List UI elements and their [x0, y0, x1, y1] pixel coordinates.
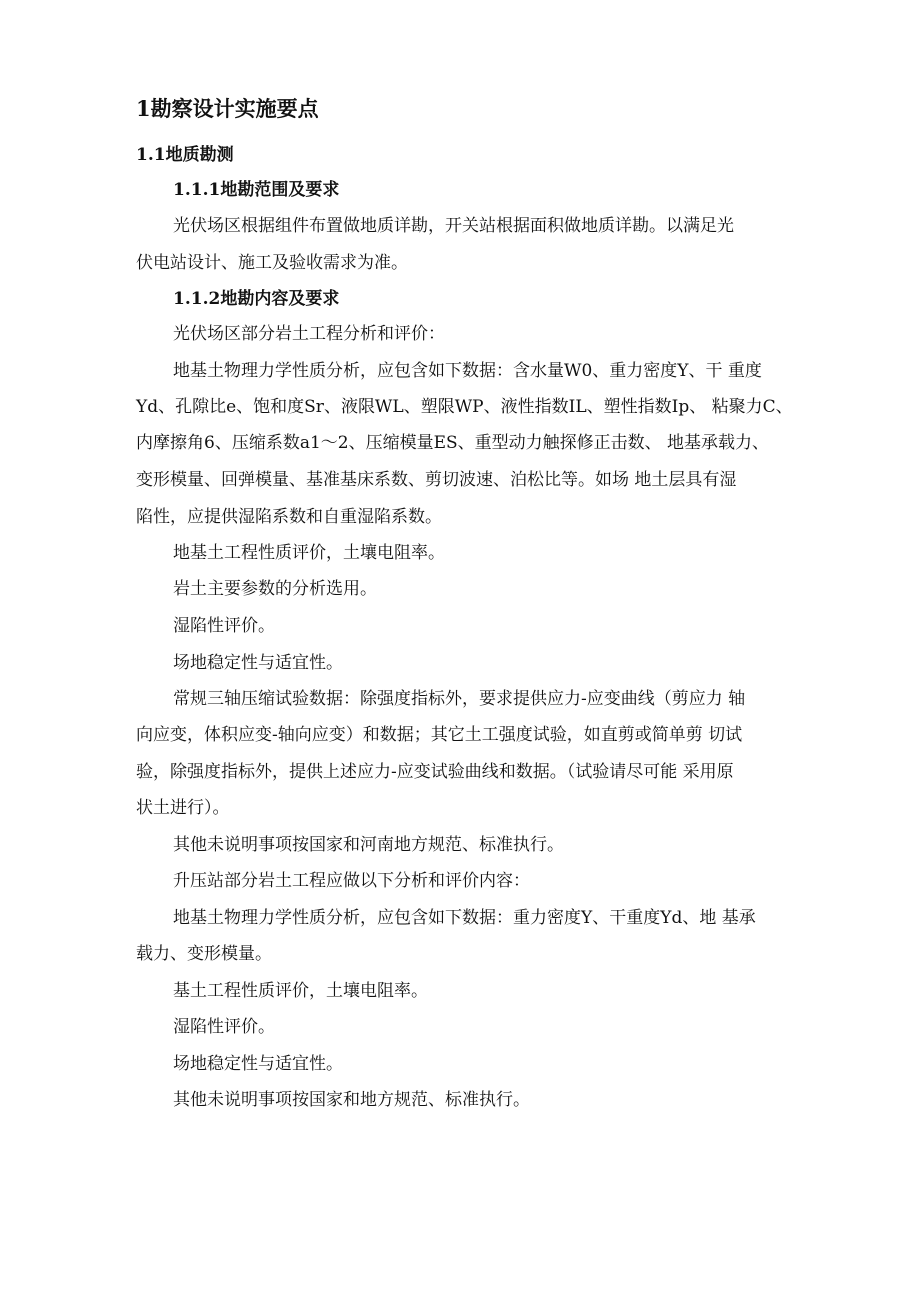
document-title: 1勘察设计实施要点 [136, 96, 319, 121]
paragraph-line: 变形模量、回弹模量、基准基床系数、剪切波速、泊松比等。如场 地土层具有湿 [136, 470, 737, 490]
subsection-heading-1-1-2: 1.1.2地勘内容及要求 [173, 289, 340, 309]
paragraph-line: 陷性，应提供湿陷系数和自重湿陷系数。 [136, 507, 442, 527]
paragraph-line: 湿陷性评价。 [173, 616, 275, 636]
paragraph-line: 伏电站设计、施工及验收需求为准。 [136, 253, 408, 273]
paragraph-line: 地基土物理力学性质分析，应包含如下数据：含水量W0、重力密度Y、干 重度 [173, 361, 762, 381]
paragraph-line: 湿陷性评价。 [173, 1017, 275, 1037]
paragraph-line: 场地稳定性与适宜性。 [173, 653, 343, 673]
paragraph-line: 验，除强度指标外，提供上述应力-应变试验曲线和数据。（试验请尽可能 采用原 [136, 762, 734, 782]
subsection-heading-1-1-1: 1.1.1地勘范围及要求 [173, 180, 340, 200]
paragraph-line: 其他未说明事项按国家和河南地方规范、标准执行。 [173, 835, 564, 855]
paragraph-line: 载力、变形模量。 [136, 944, 272, 964]
paragraph-line: 常规三轴压缩试验数据：除强度指标外，要求提供应力-应变曲线（剪应力 轴 [173, 689, 746, 709]
paragraph-line: 升压站部分岩土工程应做以下分析和评价内容： [173, 871, 530, 891]
paragraph-line: 向应变，体积应变-轴向应变）和数据；其它土工强度试验，如直剪或简单剪 切试 [136, 725, 743, 745]
paragraph-line: 地基土工程性质评价，土壤电阻率。 [173, 543, 445, 563]
paragraph-line: 岩土主要参数的分析选用。 [173, 579, 377, 599]
paragraph-line: 内摩擦角6、压缩系数a1～2、压缩模量ES、重型动力触探修正击数、 地基承载力、 [136, 433, 770, 453]
section-heading-1-1: 1.1地质勘测 [136, 145, 234, 165]
paragraph-line: 光伏场区根据组件布置做地质详勘，开关站根据面积做地质详勘。以满足光 [173, 216, 734, 236]
paragraph-line: 基土工程性质评价，土壤电阻率。 [173, 981, 428, 1001]
paragraph-line: 地基土物理力学性质分析，应包含如下数据：重力密度Y、干重度Yd、地 基承 [173, 908, 756, 928]
paragraph-line: Yd、孔隙比e、饱和度Sr、液限WL、塑限WP、液性指数IL、塑性指数Ip、 粘聚力C、 [136, 397, 793, 417]
paragraph-line: 状土进行）。 [136, 798, 230, 818]
paragraph-line: 场地稳定性与适宜性。 [173, 1054, 343, 1074]
paragraph-line: 光伏场区部分岩土工程分析和评价： [173, 324, 445, 344]
paragraph-line: 其他未说明事项按国家和地方规范、标准执行。 [173, 1090, 530, 1110]
